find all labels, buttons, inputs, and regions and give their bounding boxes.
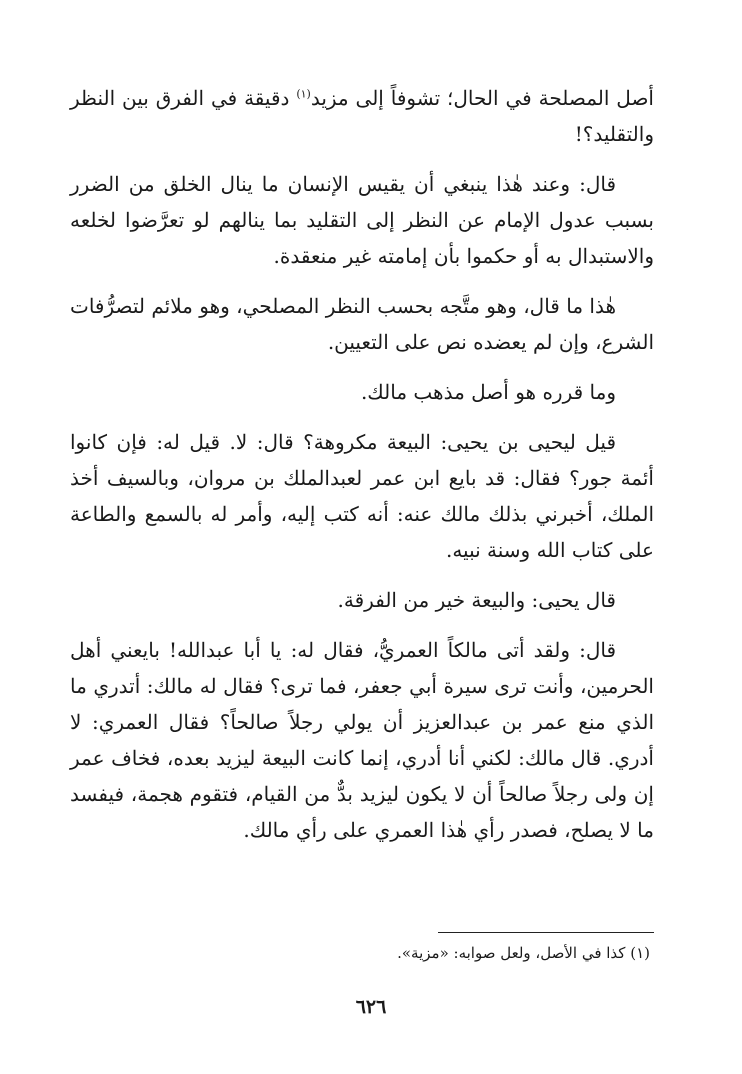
- paragraph-1: [70, 80, 654, 152]
- paragraph-6: قال يحيى: والبيعة خير من الفرقة.: [337, 588, 616, 612]
- paragraph-7: قال: ولقد أتى مالكاً العمريُّ، فقال له: يا أبا عبدالله! بايعني أهل الحرمين، وأنت ترى سيرة أبي جعفر، فما ترى؟ فقال له مالك: أتدري ما الذي منع عمر بن عبدالعزيز أن يولي رجلاً صالحاً؟ فقال العمري: لا أدري. قال مالك: لكني أنا أدري، إنما كانت البيعة ليزيد بعده، فخاف عمر إن ولى رجلاً صالحاً أن لا يكون ليزيد بدٌّ من القيام، فتقوم هجمة، فيفسد ما لا يصلح، فصدر رأي هٰذا العمري على رأي مالك.: [70, 638, 654, 842]
- paragraph-3: هٰذا ما قال، وهو متَّجه بحسب النظر المصلحي، وهو ملائم لتصرُّفات الشرع، وإن لم يعضده نص على التعيين.: [70, 294, 654, 354]
- paragraph-1-text: أصل المصلحة في الحال؛ تشوفاً إلى مزيد: [310, 86, 654, 110]
- paragraph-1-continuation: دقيقة في الفرق بين النظر والتقليد؟!: [70, 86, 654, 146]
- footnote: (١) كذا في الأصل، ولعل صوابه: «مزية».: [397, 944, 650, 962]
- footnote-reference: (١): [296, 87, 311, 101]
- paragraph-4: وما قرره هو أصل مذهب مالك.: [360, 380, 616, 404]
- paragraph-5: قيل ليحيى بن يحيى: البيعة مكروهة؟ قال: لا. قيل له: فإن كانوا أئمة جور؟ فقال: قد بايع ابن عمر لعبدالملك بن مروان، وبالسيف أخذ الملك، أخبرني بذلك مالك عنه: أنه كتب إليه، وأمر له بالسمع والطاعة على كتاب الله وسنة نبيه.: [70, 430, 654, 562]
- footnote-separator: [438, 932, 654, 933]
- paragraph-2: قال: وعند هٰذا ينبغي أن يقيس الإنسان ما ينال الخلق من الضرر بسبب عدول الإمام عن النظر إلى التقليد بما ينالهم لو تعرَّضوا لخلعه والاستبدال به أو حكموا بأن إمامته غير منعقدة.: [70, 172, 654, 268]
- page-number: ٦٢٦: [355, 996, 387, 1018]
- main-text: [70, 80, 654, 848]
